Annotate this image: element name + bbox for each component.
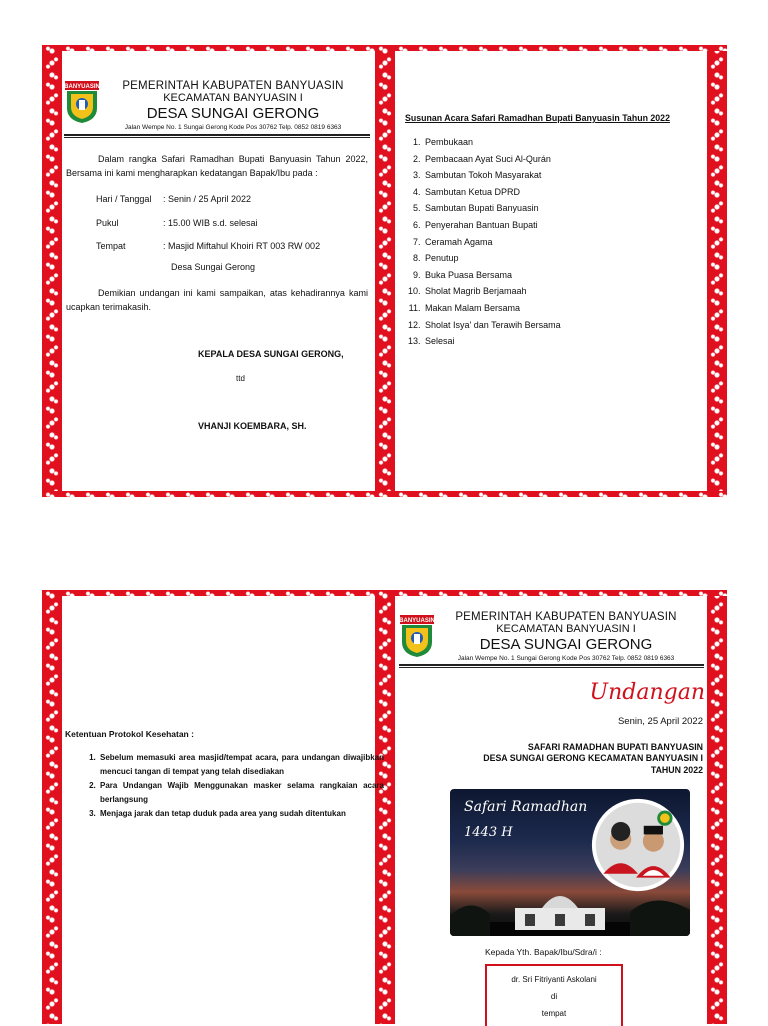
recipient-place: tempat <box>541 1009 567 1018</box>
cover-letterhead-address: Jalan Wempe No. 1 Sungai Gerong Kode Pos 30762 Telp. 0852 0819 6363 <box>457 655 675 662</box>
agenda-item: 5. Sambutan Bupati Banyuasin <box>423 203 713 220</box>
signer-title: KEPALA DESA SUNGAI GERONG, <box>198 349 344 359</box>
cover-date: Senin, 25 April 2022 <box>617 716 703 727</box>
recipient-di: di <box>550 992 558 1001</box>
banyuasin-logo-icon <box>64 80 100 124</box>
protocol-page <box>62 596 384 1024</box>
event-line1: SAFARI RAMADHAN BUPATI BANYUASIN <box>527 742 703 752</box>
letterhead <box>98 80 368 131</box>
mosque-silhouette-icon <box>450 876 690 936</box>
safari-ramadhan-photo <box>450 789 690 936</box>
decorative-border-left-2 <box>42 590 62 1024</box>
agenda-item: 9. Buka Puasa Bersama <box>423 270 713 287</box>
agenda-item: 7. Ceramah Agama <box>423 237 713 254</box>
cover-letterhead <box>431 611 701 662</box>
cover-letterhead-line1: PEMERINTAH KABUPATEN BANYUASIN <box>455 611 677 623</box>
ttd: ttd <box>236 374 245 383</box>
event-line3: TAHUN 2022 <box>650 764 703 775</box>
place-value-line2: Desa Sungai Gerong <box>171 262 256 272</box>
agenda-item: 6. Penyerahan Bantuan Bupati <box>423 220 713 237</box>
decorative-border-bottom-left <box>42 491 395 497</box>
agenda-page <box>395 51 707 491</box>
decorative-border-bottom-right <box>375 491 727 497</box>
agenda-item: 3. Sambutan Tokoh Masyarakat <box>423 170 713 187</box>
agenda-title: Susunan Acara Safari Ramadhan Bupati Banyuasin Tahun 2022 <box>405 113 670 123</box>
place-label: Tempat <box>96 241 126 251</box>
letterhead-rule <box>64 134 370 138</box>
undangan-heading: Undangan <box>589 680 705 705</box>
agenda-item: 10. Sholat Magrib Berjamaah <box>423 286 713 303</box>
date-label: Hari / Tanggal <box>96 194 152 204</box>
svg-text:BANYUASIN: BANYUASIN <box>399 618 435 624</box>
agenda-item: 12. Sholat Isya' dan Terawih Bersama <box>423 320 713 337</box>
letterhead-line1: PEMERINTAH KABUPATEN BANYUASIN <box>122 80 344 92</box>
letter-page <box>62 51 375 491</box>
date-value: : Senin / 25 April 2022 <box>163 194 252 204</box>
agenda-item: 11. Makan Malam Bersama <box>423 303 713 320</box>
signer-name: VHANJI KOEMBARA, SH. <box>198 421 307 431</box>
letterhead-line2: KECAMATAN BANYUASIN I <box>163 92 303 104</box>
agenda-list <box>407 137 713 353</box>
decorative-border-middle <box>375 45 395 497</box>
cover-letterhead-line2: KECAMATAN BANYUASIN I <box>496 623 636 635</box>
recipient-box <box>485 964 623 1026</box>
letterhead-address: Jalan Wempe No. 1 Sungai Gerong Kode Pos 30762 Telp. 0852 0819 6363 <box>124 124 342 131</box>
place-value: : Masjid Miftahul Khoiri RT 003 RW 002 <box>163 241 321 251</box>
protocol-item: 1. Sebelum memasuki area masjid/tempat acara, para undangan diwajibkan mencuci tangan di tempat yang telah disediakan <box>98 751 384 779</box>
time-label: Pukul <box>96 218 119 228</box>
cover-letterhead-title: DESA SUNGAI GERONG <box>479 636 653 653</box>
decorative-border-right-2 <box>707 590 727 1024</box>
letterhead-title: DESA SUNGAI GERONG <box>146 105 320 122</box>
cover-page <box>395 596 707 1024</box>
protocol-item: 2. Para Undangan Wajib Menggunakan masker selama rangkaian acara berlangsung <box>98 779 384 807</box>
agenda-item: 8. Penutup <box>423 253 713 270</box>
agenda-item: 13. Selesai <box>423 336 713 353</box>
letter-intro: Dalam rangka Safari Ramadhan Bupati Banyuasin Tahun 2022, Bersama ini kami mengharapkan kedatangan Bapak/Ibu pada : <box>66 154 368 178</box>
agenda-item: 2. Pembacaan Ayat Suci Al-Qurán <box>423 154 713 171</box>
event-title <box>413 742 703 776</box>
svg-text:BANYUASIN: BANYUASIN <box>64 84 100 90</box>
agenda-item: 1. Pembukaan <box>423 137 713 154</box>
cover-letterhead-rule <box>399 664 704 668</box>
protocol-item: 3. Menjaga jarak dan tetap duduk pada area yang sudah ditentukan <box>98 807 384 821</box>
protocol-list <box>82 751 384 821</box>
protocol-title: Ketentuan Protokol Kesehatan : <box>65 729 194 739</box>
photo-year: 1443 H <box>464 825 513 840</box>
photo-title: Safari Ramadhan <box>464 799 588 815</box>
event-line2: DESA SUNGAI GERONG KECAMATAN BANYUASIN I <box>483 753 703 764</box>
agenda-item: 4. Sambutan Ketua DPRD <box>423 187 713 204</box>
recipient-name: dr. Sri Fitriyanti Askolani <box>511 975 597 984</box>
letter-closing: Demikian undangan ini kami sampaikan, atas kehadirannya kami ucapkan terimakasih. <box>66 288 368 312</box>
banyuasin-logo-icon <box>399 614 435 658</box>
time-value: : 15.00 WIB s.d. selesai <box>163 218 258 228</box>
decorative-border-left <box>42 45 62 497</box>
recipient-label: Kepada Yth. Bapak/Ibu/Sdra/i : <box>485 947 602 957</box>
